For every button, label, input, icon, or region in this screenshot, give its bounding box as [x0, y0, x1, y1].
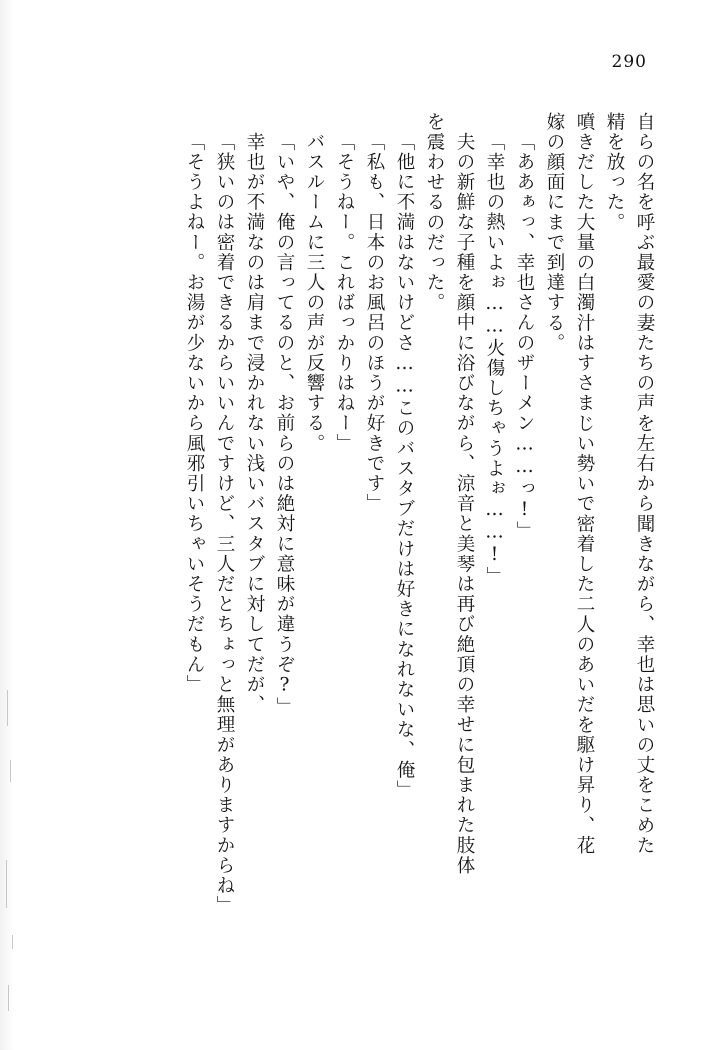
text-line: 「私も、日本のお風呂のほうが好きです」	[364, 132, 385, 514]
page-number: 290	[611, 52, 647, 72]
text-line: 「幸也の熱いよぉ……火傷しちゃうよぉ……!」	[484, 132, 505, 587]
scan-speck	[10, 760, 11, 782]
scan-speck	[8, 985, 9, 1011]
text-line: 「狭いのは密着できるからいいんですけど、三人だとちょっと無理がありますからね」	[214, 132, 235, 916]
text-line: を震わせるのだった。	[424, 112, 445, 313]
text-line: 「ああぁっ、幸也さんのザーメン……っ!」	[514, 132, 535, 542]
text-line: 「そうねー。こればっかりはねー」	[334, 132, 355, 454]
text-line: バスルームに三人の声が反響する。	[304, 132, 325, 454]
scan-speck	[12, 935, 13, 949]
text-line: 「いや、俺の言ってるのと、お前らのは絶対に意味が違うぞ?」	[274, 132, 295, 718]
text-line: 嫁の顔面にまで到達する。	[544, 112, 565, 354]
text-line: 噴きだした大量の白濁汁はすさまじい勢いで密着した二人のあいだを駆け昇り、花	[574, 112, 595, 856]
scan-speck	[7, 690, 8, 726]
scan-speck	[6, 860, 7, 908]
text-line: 自らの名を呼ぶ最愛の妻たちの声を左右から聞きながら、幸也は思いの丈をこめた	[634, 112, 655, 856]
vertical-text-body	[58, 112, 653, 990]
text-line: 「そうよねー。お湯が少ないから風邪引いちゃいそうだもん」	[184, 132, 205, 695]
text-line: 「他に不満はないけどさ……このバスタブだけは好きになれないな、俺」	[394, 132, 415, 801]
text-line: 夫の新鮮な子種を顔中に浴びながら、涼音と美琴は再び絶頂の幸せに包まれた肢体	[454, 132, 475, 876]
scan-edge-artifact	[0, 0, 14, 1050]
text-line: 幸也が不満なのは肩まで浸かれない浅いバスタブに対してだが、	[244, 132, 265, 715]
text-line: 精を放った。	[604, 112, 625, 233]
